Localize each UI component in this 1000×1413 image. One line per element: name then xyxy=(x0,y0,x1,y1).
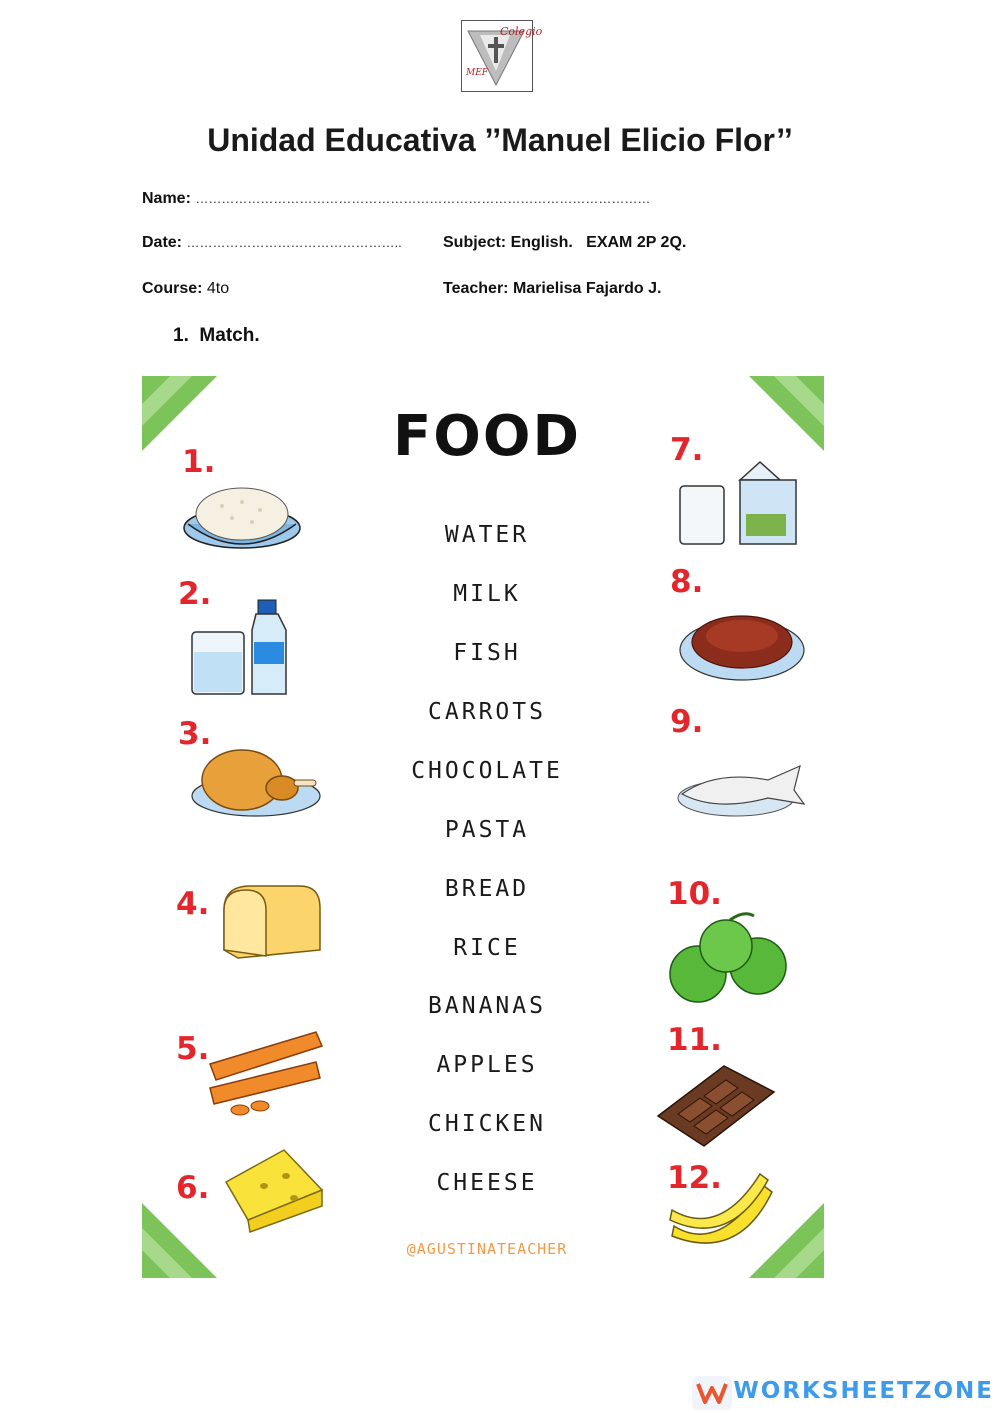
worksheetzone-logo-icon xyxy=(692,1376,732,1410)
question-heading xyxy=(173,325,260,347)
name-field xyxy=(142,190,650,208)
date-field xyxy=(142,234,402,252)
green-apples-picture xyxy=(670,906,792,1006)
word-item: APPLES xyxy=(436,1052,538,1078)
course-label: Course: xyxy=(142,280,203,297)
picture-number: 11. xyxy=(667,1022,722,1058)
bananas-picture xyxy=(668,1166,778,1256)
word-item: CHICKEN xyxy=(428,1111,546,1137)
question-text: Match. xyxy=(199,325,260,346)
name-label: Name: xyxy=(142,190,191,207)
corner-decoration-bottom-left xyxy=(142,1198,222,1278)
word-item: BANANAS xyxy=(428,993,546,1019)
picture-number: 5. xyxy=(176,1031,210,1067)
date-blank: ………………………………………….. xyxy=(186,235,402,250)
subject-field xyxy=(443,234,686,252)
worksheet-credit: @AGUSTINATEACHER xyxy=(406,1240,568,1258)
worksheet-title: FOOD xyxy=(393,404,581,469)
teacher-field xyxy=(443,280,661,298)
fish-fillet-picture xyxy=(676,760,808,820)
chocolate-bar-picture xyxy=(654,1062,778,1152)
question-number: 1. xyxy=(173,325,189,346)
logo-text-top: Colegio xyxy=(500,25,543,38)
word-item: FISH xyxy=(453,640,521,666)
word-item: PASTA xyxy=(444,817,530,843)
picture-number: 7. xyxy=(670,432,704,468)
word-item: RICE xyxy=(453,935,521,961)
course-field xyxy=(142,280,229,298)
name-blank: …………………………………………………………………………………………… xyxy=(195,191,651,206)
bread-loaf-picture xyxy=(216,880,324,962)
picture-number: 12. xyxy=(667,1160,722,1196)
word-item: CARROTS xyxy=(428,699,546,725)
footer-brand[interactable]: WORKSHEETZONE xyxy=(733,1378,994,1404)
rice-bowl-picture xyxy=(182,484,302,559)
subject-label: Subject: English. xyxy=(443,234,573,251)
word-item: BREAD xyxy=(444,876,530,902)
picture-number: 1. xyxy=(182,444,216,480)
spaghetti-plate-picture xyxy=(676,596,808,686)
picture-number: 6. xyxy=(176,1170,210,1206)
carrots-picture xyxy=(206,1026,326,1116)
picture-number: 9. xyxy=(670,704,704,740)
school-title: Unidad Educativa ’’Manuel Elicio Flor’’ xyxy=(207,122,793,158)
picture-number: 3. xyxy=(178,716,212,752)
word-item: CHOCOLATE xyxy=(411,758,563,784)
word-item: CHEESE xyxy=(436,1170,538,1196)
word-item: WATER xyxy=(444,522,530,548)
milk-glass-and-carton-picture xyxy=(676,460,808,550)
food-worksheet xyxy=(142,376,824,1278)
date-label: Date: xyxy=(142,234,183,251)
water-glass-and-bottle-picture xyxy=(190,598,310,698)
picture-number: 4. xyxy=(176,886,210,922)
corner-decoration-top-right xyxy=(744,376,824,456)
picture-number: 2. xyxy=(178,576,212,612)
picture-number: 10. xyxy=(667,876,722,912)
school-logo xyxy=(461,20,543,92)
word-item: MILK xyxy=(453,581,521,607)
picture-number: 8. xyxy=(670,564,704,600)
course-value: 4to xyxy=(206,280,230,297)
roast-chicken-picture xyxy=(190,736,325,826)
teacher-label: Teacher: Marielisa Fajardo J. xyxy=(443,280,662,297)
logo-text-bottom: MEF xyxy=(466,68,489,78)
exam-label: EXAM 2P 2Q. xyxy=(586,234,687,251)
cheese-wedge-picture xyxy=(222,1146,328,1224)
